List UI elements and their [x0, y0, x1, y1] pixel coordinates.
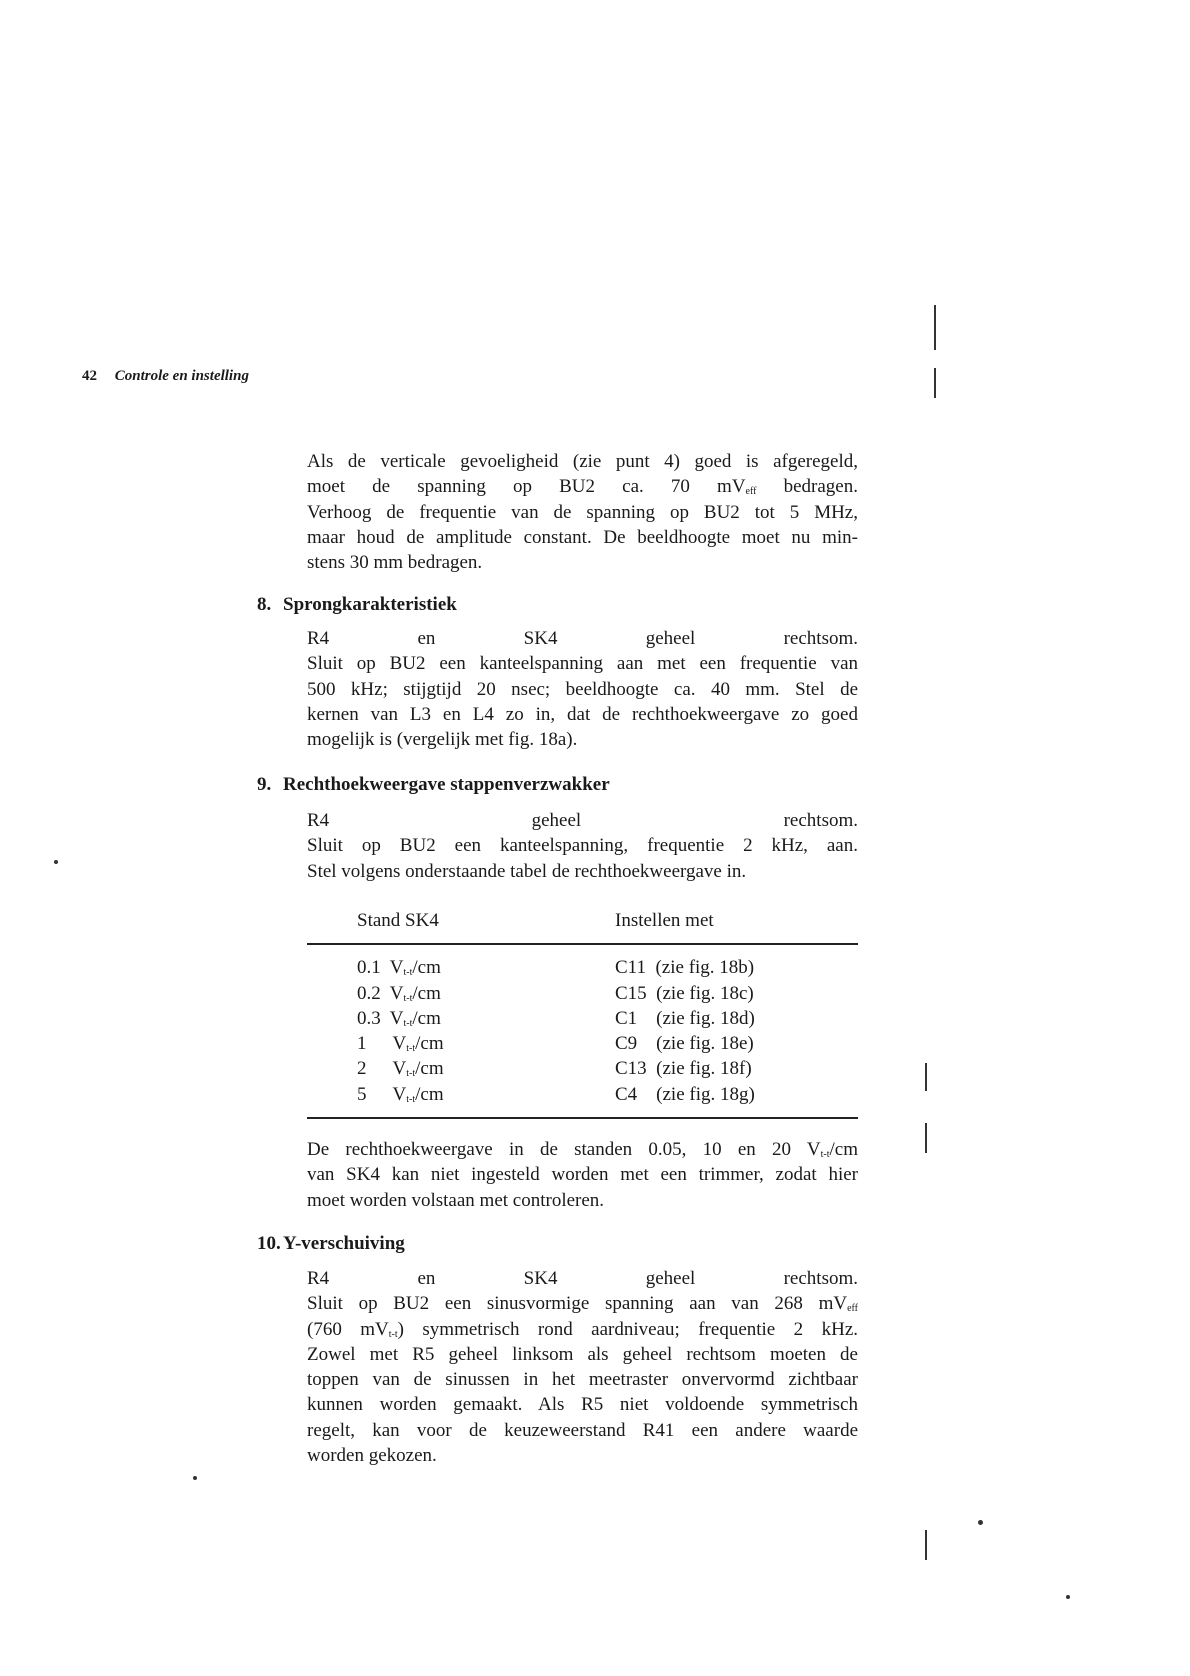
scan-speck: [54, 860, 58, 864]
text-line: [307, 525, 858, 550]
text-run: bedragen.: [756, 476, 858, 498]
text-line: [307, 859, 858, 884]
unit-suffix: /cm: [412, 982, 441, 1004]
cell-stand: [357, 1031, 444, 1056]
text-run: kunnen worden gemaakt. Als R5 niet voldoende symmetrisch: [307, 1394, 858, 1416]
text-line: [307, 702, 858, 727]
unit-suffix: /cm: [412, 957, 441, 979]
table-row: [307, 1056, 858, 1081]
section-9-heading: [257, 772, 610, 797]
text-run: moet worden volstaan met controleren.: [307, 1189, 605, 1211]
text-line: [307, 1137, 858, 1162]
text-line: [307, 1317, 858, 1342]
text-run: /cm: [829, 1139, 858, 1160]
text-line: [307, 727, 858, 752]
cell-stand: [357, 955, 441, 980]
subscript: eff: [745, 486, 757, 498]
text-line: [307, 1418, 858, 1443]
table-body: [307, 955, 858, 1107]
cell-stand: [357, 1006, 441, 1031]
text-line: [307, 833, 858, 858]
stand-value: 0.2: [357, 982, 381, 1004]
section-8-body: [307, 626, 858, 752]
section-10-body: [307, 1266, 858, 1468]
unit: V: [392, 1058, 407, 1080]
text-line: [307, 474, 858, 499]
text-run: Verhoog de frequentie van de spanning op BU2 tot 5 MHz,: [307, 501, 858, 523]
text-run: mogelijk is (vergelijk met fig. 18a).: [307, 729, 578, 751]
text-run: ) symmetrisch rond aardniveau; frequentie 2 kHz.: [397, 1318, 858, 1340]
scan-speck: [193, 1476, 197, 1480]
header-instellen: Instellen met: [615, 910, 714, 931]
scan-mark: [925, 1063, 927, 1091]
unit: V: [389, 1007, 404, 1029]
unit-subscript: t-t: [403, 992, 413, 1004]
unit: V: [389, 982, 404, 1004]
cell-instellen: C11 (zie fig. 18b): [615, 957, 755, 979]
section-title: Y-verschuiving: [283, 1233, 405, 1254]
text-run: R4 en SK4 geheel rechtsom.: [307, 628, 858, 649]
header-stand: Stand SK4: [357, 910, 439, 931]
section-8-heading: [257, 592, 457, 617]
text-run: Zowel met R5 geheel linksom als geheel rechtsom moeten de: [307, 1343, 858, 1365]
text-run: R4 geheel rechtsom.: [307, 810, 858, 831]
running-header: [82, 368, 249, 385]
text-line: [307, 626, 858, 651]
text-run: (760 mV: [307, 1318, 389, 1340]
scan-mark: [925, 1123, 927, 1153]
text-run: moet de spanning op BU2 ca. 70 mV: [307, 476, 746, 498]
cell-stand: [357, 1082, 444, 1107]
section-10-heading: [257, 1231, 405, 1256]
text-line: [307, 1367, 858, 1392]
intro-paragraph: [307, 449, 858, 575]
unit-suffix: /cm: [415, 1083, 444, 1105]
subscript: t-t: [820, 1149, 830, 1160]
subscript: t-t: [388, 1328, 398, 1340]
text-run: worden gekozen.: [307, 1445, 437, 1467]
text-run: R4 en SK4 geheel rechtsom.: [307, 1268, 858, 1289]
cell-instellen: C15 (zie fig. 18c): [615, 982, 754, 1004]
text-line: [307, 1188, 858, 1213]
page-number: 42: [82, 368, 97, 384]
table-row: [307, 1006, 858, 1031]
after-table-paragraph: [307, 1137, 858, 1213]
running-title: Controle en instelling: [114, 368, 249, 384]
unit-subscript: t-t: [403, 967, 413, 979]
section-title: Rechthoekweergave stappenverzwakker: [283, 774, 610, 795]
scan-speck: [978, 1520, 983, 1525]
text-run: van SK4 kan niet ingesteld worden met een trimmer, zodat hier: [307, 1164, 858, 1186]
text-run: De rechthoekweergave in de standen 0.05, 10 en 20 V: [307, 1139, 821, 1160]
section-number: 9.: [257, 774, 272, 795]
stand-value: 1: [357, 1033, 367, 1055]
unit-subscript: t-t: [406, 1068, 416, 1080]
text-line: [307, 550, 858, 575]
table-row: [307, 1031, 858, 1056]
text-line: [307, 1291, 858, 1316]
unit: V: [392, 1033, 407, 1055]
unit-subscript: t-t: [403, 1017, 413, 1029]
text-line: [307, 1443, 858, 1468]
stand-value: 0.3: [357, 1007, 381, 1029]
text-line: [307, 449, 858, 474]
text-run: toppen van de sinussen in het meetraster onvervormd zichtbaar: [307, 1369, 858, 1391]
section-number: 10.: [257, 1233, 281, 1254]
table-row: [307, 955, 858, 980]
text-line: [307, 1162, 858, 1187]
unit: V: [389, 957, 404, 979]
table-row: [307, 981, 858, 1006]
cell-instellen: C13 (zie fig. 18f): [615, 1058, 752, 1080]
unit: V: [392, 1083, 407, 1105]
unit-subscript: t-t: [406, 1093, 416, 1105]
text-run: Sluit op BU2 een kanteelspanning, frequentie 2 kHz, aan.: [307, 835, 858, 857]
cell-instellen: C4 (zie fig. 18g): [615, 1083, 755, 1105]
unit-suffix: /cm: [415, 1058, 444, 1080]
text-line: [307, 500, 858, 525]
table-bottom-rule: [307, 1117, 858, 1119]
text-line: [307, 651, 858, 676]
cell-instellen: C1 (zie fig. 18d): [615, 1007, 755, 1029]
stand-value: 2: [357, 1058, 367, 1080]
unit-suffix: /cm: [412, 1007, 441, 1029]
scan-mark: [934, 368, 936, 398]
stand-value: 0.1: [357, 957, 381, 979]
cell-stand: [357, 981, 441, 1006]
text-line: [307, 1266, 858, 1291]
scan-mark: [925, 1530, 927, 1560]
adjustment-table: [307, 908, 858, 1119]
cell-instellen: C9 (zie fig. 18e): [615, 1033, 754, 1055]
text-run: Stel volgens onderstaande tabel de rechthoekweergave in.: [307, 860, 747, 882]
text-run: kernen van L3 en L4 zo in, dat de rechthoekweergave zo goed: [307, 703, 858, 725]
text-run: Sluit op BU2 een sinusvormige spanning aan van 268 mV: [307, 1293, 848, 1315]
subscript: eff: [847, 1303, 858, 1315]
text-run: Als de verticale gevoeligheid (zie punt 4) goed is afgeregeld,: [307, 451, 858, 472]
section-9-body: [307, 808, 858, 884]
text-run: Sluit op BU2 een kanteelspanning aan met een frequentie van: [307, 653, 858, 675]
text-run: 500 kHz; stijgtijd 20 nsec; beeldhoogte ca. 40 mm. Stel de: [307, 678, 858, 700]
unit-subscript: t-t: [406, 1043, 416, 1055]
table-top-rule: [307, 943, 858, 945]
scan-speck: [1066, 1595, 1070, 1599]
text-run: stens 30 mm bedragen.: [307, 552, 483, 574]
text-line: [307, 1392, 858, 1417]
unit-suffix: /cm: [415, 1033, 444, 1055]
text-run: maar houd de amplitude constant. De beeldhoogte moet nu min-: [307, 526, 858, 548]
text-run: regelt, kan voor de keuzeweerstand R41 een andere waarde: [307, 1419, 858, 1441]
cell-stand: [357, 1056, 444, 1081]
table-header-row: [307, 908, 858, 933]
text-line: [307, 808, 858, 833]
stand-value: 5: [357, 1083, 367, 1105]
text-line: [307, 677, 858, 702]
table-row: [307, 1082, 858, 1107]
section-title: Sprongkarakteristiek: [283, 594, 457, 615]
text-line: [307, 1342, 858, 1367]
section-number: 8.: [257, 594, 272, 615]
scan-mark: [934, 305, 936, 350]
